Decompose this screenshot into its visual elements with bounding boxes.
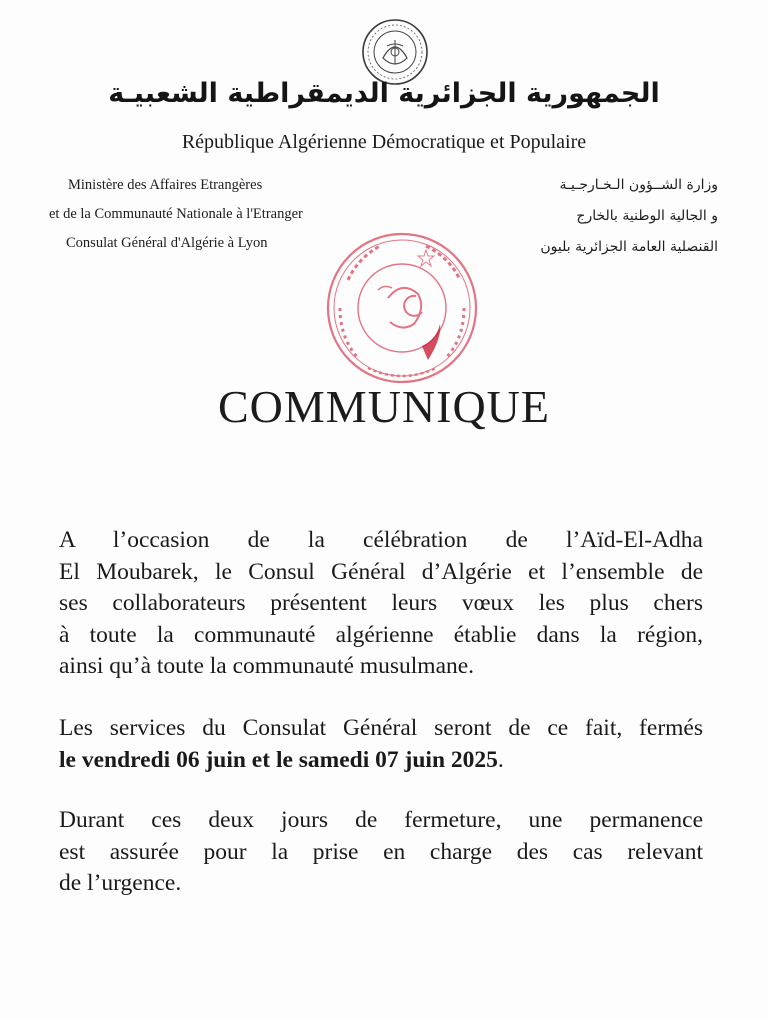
ministry-line-3: Consulat Général d'Algérie à Lyon	[66, 235, 268, 251]
state-emblem-icon	[361, 18, 429, 86]
paragraph-eid-greeting	[59, 525, 703, 683]
ministry-arabic-line-2: و الجالية الوطنية بالخارج	[576, 208, 718, 224]
paragraph-line: Les services du Consulat Général seront de ce fait, fermés	[59, 715, 703, 741]
paragraph-line: à toute la communauté algérienne établie dans la région,	[59, 621, 703, 648]
communique-title: COMMUNIQUE	[218, 381, 550, 432]
ministry-arabic-line-1: وزارة الشــؤون الـخـارجـيـة	[559, 177, 718, 193]
ministry-arabic-line-3: القنصلية العامة الجزائرية بليون	[540, 239, 718, 255]
paragraph-line: ses collaborateurs présentent leurs vœux les plus chers	[59, 590, 703, 616]
paragraph-line: est assurée pour la prise en charge des cas relevant	[59, 838, 703, 865]
consulate-seal-stamp	[318, 228, 484, 388]
ministry-line-1: Ministère des Affaires Etrangères	[68, 177, 263, 193]
closure-period: .	[497, 746, 504, 773]
paragraph-line: ainsi qu’à toute la communauté musulmane.	[59, 653, 475, 679]
paragraph-closure-dates	[59, 713, 703, 776]
paragraph-permanence	[59, 805, 703, 900]
paragraph-line: A l’occasion de la célébration de l’Aïd-El-Adha	[59, 527, 703, 553]
ministry-line-2: et de la Communauté Nationale à l'Etranger	[49, 206, 303, 222]
closure-dates: le vendredi 06 juin et le samedi 07 juin 2025	[59, 746, 498, 773]
arabic-republic-heading: الجمهورية الجزائرية الديمقراطية الشعبيـة	[108, 78, 660, 109]
french-republic-heading: République Algérienne Démocratique et Populaire	[181, 131, 587, 153]
paragraph-line	[59, 745, 703, 777]
paragraph-line: El Moubarek, le Consul Général d’Algérie et l’ensemble de	[59, 558, 703, 585]
paragraph-line: de l’urgence.	[59, 870, 182, 896]
paragraph-line: Durant ces deux jours de fermeture, une permanence	[59, 807, 703, 833]
